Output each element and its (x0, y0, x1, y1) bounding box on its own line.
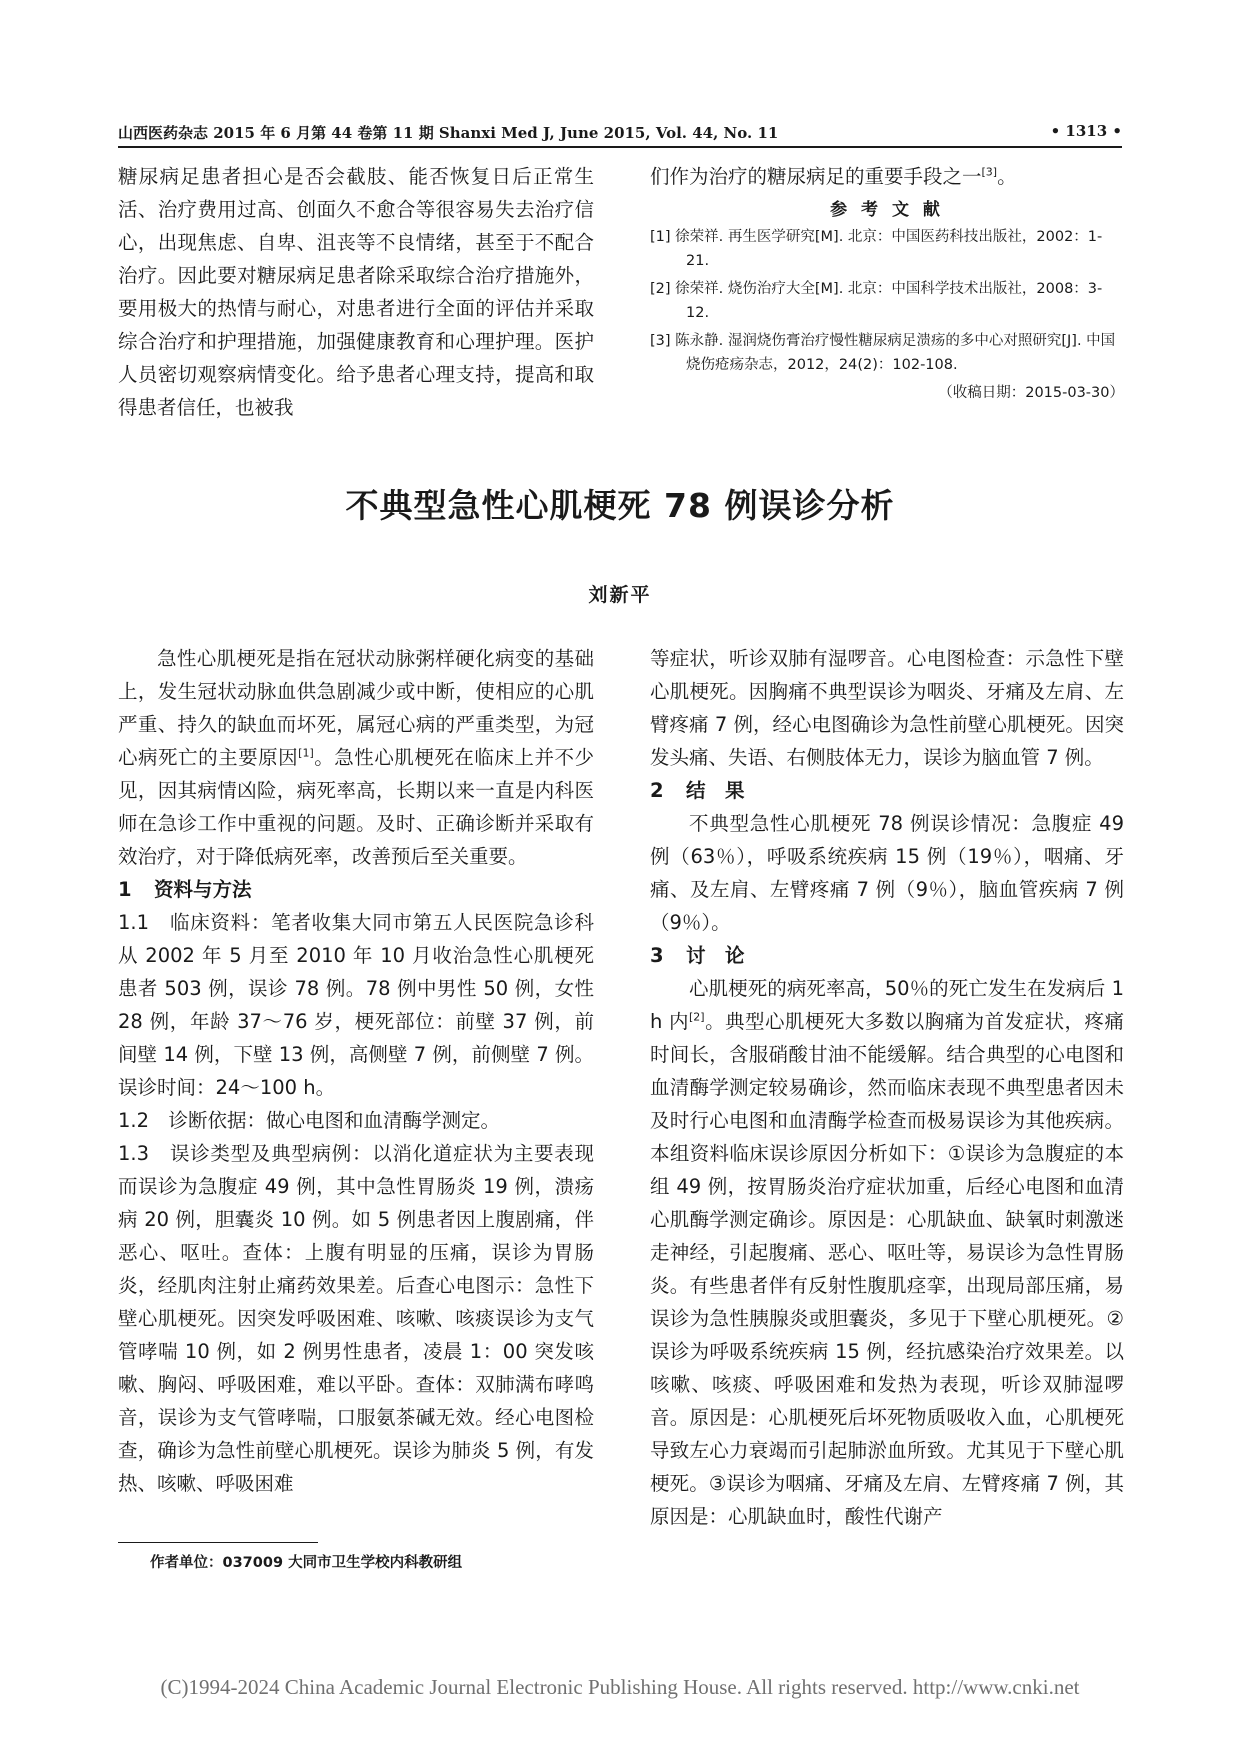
article-title: 不典型急性心肌梗死 78 例误诊分析 (345, 486, 895, 525)
prev-article-left-column (118, 160, 594, 424)
section-heading-3: 3 讨 论 (650, 944, 745, 967)
intro-paragraph: 急性心肌梗死是指在冠状动脉粥样硬化病变的基础上，发生冠状动脉血供急剧减少或中断，使相应的心肌严重、持久的缺血而坏死，属冠心病的严重类型，为冠心病死亡的主要原因[1]。急性心肌梗死在临床上并不少见，因其病情凶险，病死率高，长期以来一直是内科医师在急诊工作中重视的问题。及时、正确诊断并采取有效治疗，对于降低病死率，改善预后至关重要。 (118, 647, 594, 868)
subsection-1-2: 1.2 诊断依据：做心电图和血清酶学测定。 (118, 1109, 501, 1132)
prev-article-paragraph-end: 们作为治疗的糖尿病足的重要手段之一[3]。 (650, 165, 1017, 188)
discussion-paragraph: 心肌梗死的病死率高，50％的死亡发生在发病后 1 h 内[2]。典型心肌梗死大多数以胸痛为首发症状，疼痛时间长，含服硝酸甘油不能缓解。结合典型的心电图和血清酶学测定较易确诊，然而临床表现不典型患者因未及时行心电图和血清酶学检查而极易误诊为其他疾病。本组资料临床误诊原因分析如下：①误诊为急腹症的本组 49 例，按胃肠炎治疗症状加重，后经心电图和血清心肌酶学测定确诊。原因是：心肌缺血、缺氧时刺激迷走神经，引起腹痛、恶心、呕吐等，易误诊为急性胃肠炎。有些患者伴有反射性腹肌痉挛，出现局部压痛，易误诊为急性胰腺炎或胆囊炎，多见于下壁心肌梗死。②误诊为呼吸系统疾病 15 例，经抗感染治疗效果差。以咳嗽、咳痰、呼吸困难和发热为表现，听诊双肺湿啰音。原因是：心肌梗死后坏死物质吸收入血，心肌梗死导致左心力衰竭而引起肺淤血所致。尤其见于下壁心肌梗死。③误诊为咽痛、牙痛及左肩、左臂疼痛 7 例，其原因是：心肌缺血时，酸性代谢产 (650, 977, 1124, 1528)
section-heading-1: 1 资料与方法 (118, 878, 252, 901)
prev-article-right-column (650, 160, 1124, 405)
subsection-1-1: 1.1 临床资料：笔者收集大同市第五人民医院急诊科从 2002 年 5 月至 2010 年 10 月收治急性心肌梗死患者 503 例，误诊 78 例。78 例中男性 50 例，女性 28 例，年龄 37～76 岁，梗死部位：前壁 37 例，前间壁 14 例，下壁 13 例，高侧壁 7 例，前侧壁 7 例。误诊时间：24～100 h。 (118, 911, 594, 1099)
reference-item: [2] 徐荣祥. 烧伤治疗大全[M]. 北京：中国科学技术出版社，2008：3-12. (650, 281, 1103, 321)
journal-citation: 山西医药杂志 2015 年 6 月第 44 卷第 11 期 Shanxi Med J, June 2015, Vol. 44, No. 11 (118, 124, 779, 142)
subsection-1-3: 1.3 误诊类型及典型病例：以消化道症状为主要表现而误诊为急腹症 49 例，其中急性胃肠炎 19 例，溃疡病 20 例，胆囊炎 10 例。如 5 例患者因上腹剧痛，伴恶心、呕吐。查体：上腹有明显的压痛，误诊为胃肠炎，经肌肉注射止痛药效果差。后查心电图示：急性下壁心肌梗死。因突发呼吸困难、咳嗽、咳痰误诊为支气管哮喘 10 例，如 2 例男性患者，凌晨 1：00 突发咳嗽、胸闷、呼吸困难，难以平卧。查体：双肺满布哮鸣音，误诊为支气管哮喘，口服氨茶碱无效。经心电图检查，确诊为急性前壁心肌梗死。误诊为肺炎 5 例，有发热、咳嗽、呼吸困难 (118, 1142, 594, 1495)
article-author: 刘新平 (588, 584, 652, 606)
section-heading-2: 2 结 果 (650, 779, 745, 802)
references-heading: 参 考 文 献 (830, 200, 944, 220)
subsection-1-3-continued: 等症状，听诊双肺有湿啰音。心电图检查：示急性下壁心肌梗死。因胸痛不典型误诊为咽炎、牙痛及左肩、左臂疼痛 7 例，经心电图确诊为急性前壁心肌梗死。因突发头痛、失语、右侧肢体无力，误诊为脑血管 7 例。 (650, 647, 1124, 769)
citation-1[interactable]: [1] (298, 746, 314, 760)
copyright-footer: (C)1994-2024 China Academic Journal Electronic Publishing House. All rights reserved. http://www.cnki.net (160, 1675, 1080, 1699)
reference-item: [1] 徐荣祥. 再生医学研究[M]. 北京：中国医药科技出版社，2002：1-21. (650, 229, 1103, 269)
article-left-column (118, 642, 594, 1500)
received-date: （收稿日期：2015-03-30） (938, 385, 1124, 401)
results-paragraph: 不典型急性心肌梗死 78 例误诊情况：急腹症 49 例（63％），呼吸系统疾病 15 例（19％），咽痛、牙痛、及左肩、左臂疼痛 7 例（9％），脑血管疾病 7 例（9％）。 (650, 812, 1124, 934)
running-header (118, 122, 1122, 143)
author-affiliation: 作者单位：037009 大同市卫生学校内科教研组 (150, 1555, 463, 1571)
prev-article-paragraph: 糖尿病足患者担心是否会截肢、能否恢复日后正常生活、治疗费用过高、创面久不愈合等很容易失去治疗信心，出现焦虑、自卑、沮丧等不良情绪，甚至于不配合治疗。因此要对糖尿病足患者除采取综合治疗措施外，要用极大的热情与耐心，对患者进行全面的评估并采取综合治疗和护理措施，加强健康教育和心理护理。医护人员密切观察病情变化。给予患者心理支持，提高和取得患者信任，也被我 (118, 165, 594, 419)
footnote-rule (118, 1542, 318, 1543)
reference-item: [3] 陈永静. 湿润烧伤膏治疗慢性糖尿病足溃疡的多中心对照研究[J]. 中国烧伤疮疡杂志，2012，24(2)：102-108. (650, 333, 1116, 373)
article-right-column (650, 642, 1124, 1533)
header-rule (118, 146, 1122, 148)
page-number: • 1313 • (1050, 122, 1122, 140)
citation-2[interactable]: [2] (689, 1010, 705, 1024)
citation-3[interactable]: [3] (981, 165, 998, 179)
